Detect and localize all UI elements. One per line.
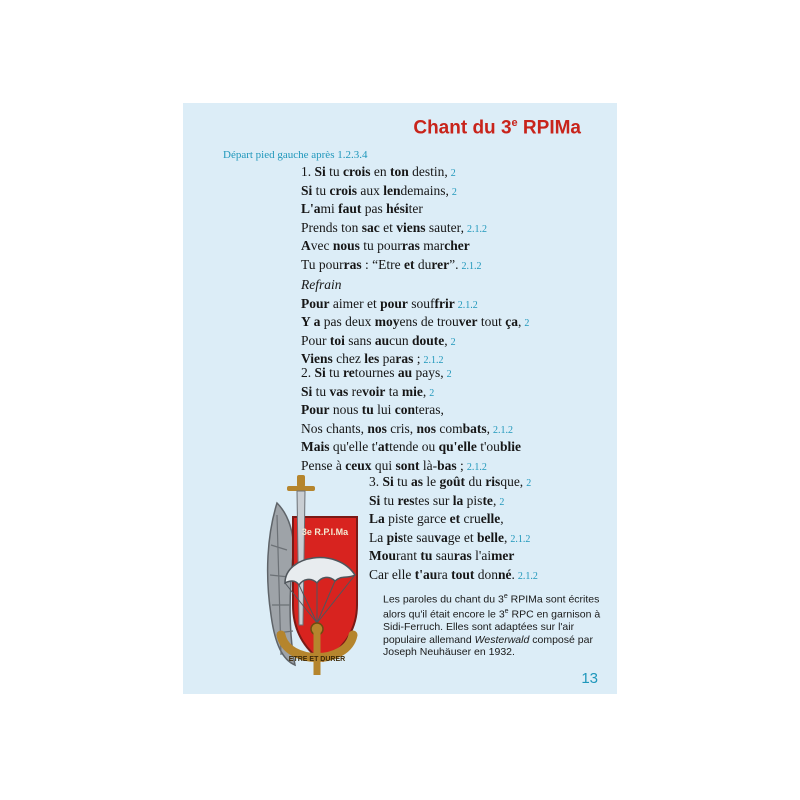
lyric-text: 2. Si tu retournes au pays, bbox=[301, 365, 444, 380]
repeat-marker: 2 bbox=[446, 369, 452, 380]
repeat-marker: 2 bbox=[450, 336, 456, 348]
repeat-marker: 2.1.2 bbox=[466, 461, 487, 473]
page-title: Chant du 3e RPIMa bbox=[413, 117, 581, 139]
lyric-text: La piste sauvage et belle, bbox=[369, 529, 508, 545]
lyric-line bbox=[301, 200, 487, 219]
lyric-line bbox=[301, 313, 529, 332]
repeat-marker: 2 bbox=[526, 478, 532, 489]
refrain bbox=[301, 276, 529, 369]
lyric-text: La piste garce et cruelle, bbox=[369, 511, 504, 526]
lyric-text: 1. Si tu crois en ton destin, bbox=[301, 164, 448, 179]
repeat-marker: 2.1.2 bbox=[493, 424, 514, 436]
lyric-line bbox=[369, 566, 538, 585]
lyric-text: Si tu restes sur la piste, bbox=[369, 492, 497, 508]
lyric-text: Pour nous tu lui conteras, bbox=[301, 402, 444, 417]
lyric-line bbox=[369, 492, 538, 511]
lyric-text: Mourant tu sauras l'aimer bbox=[369, 548, 515, 563]
lyric-text: Si tu crois aux lendemains, bbox=[301, 182, 449, 198]
lyric-line bbox=[369, 510, 538, 529]
lyric-text: Pour toi sans aucun doute, bbox=[301, 332, 448, 348]
repeat-marker: 2 bbox=[451, 186, 457, 198]
lyric-line bbox=[301, 219, 487, 238]
insignia-banner-text: 3e R.P.I.Ma bbox=[301, 527, 349, 537]
lyric-line bbox=[301, 276, 529, 295]
lyric-text: Refrain bbox=[301, 277, 342, 292]
repeat-marker: 2.1.2 bbox=[461, 260, 482, 272]
lyric-line bbox=[301, 438, 521, 457]
historical-note: Les paroles du chant du 3e RPIMa sont écrites alors qu'il était encore le 3e RPC en garnison à Sidi-Ferruch. Elles sont adaptées sur l'air populaire allemand Westerwald composé par Joseph Neuhäuser en 1932. bbox=[383, 593, 601, 659]
lyric-line bbox=[301, 295, 529, 314]
lyric-text: Car elle t'aura tout donné. bbox=[369, 566, 515, 582]
intro-instruction: Départ pied gauche après 1.2.3.4 bbox=[223, 149, 368, 161]
page-number: 13 bbox=[581, 670, 598, 687]
lyric-line bbox=[301, 256, 487, 275]
lyric-text: Avec nous tu pourras marcher bbox=[301, 238, 470, 253]
repeat-marker: 2 bbox=[499, 496, 505, 508]
lyric-line bbox=[301, 401, 521, 420]
lyric-text: Si tu vas revoir ta mie, bbox=[301, 383, 427, 399]
lyric-text: Pour aimer et pour souffrir bbox=[301, 295, 455, 311]
lyric-text: Pense à ceux qui sont là-bas ; bbox=[301, 457, 464, 473]
lyric-text: Viens chez les paras ; bbox=[301, 351, 421, 366]
repeat-marker: 2.1.2 bbox=[517, 570, 538, 582]
lyric-line bbox=[301, 364, 521, 383]
lyric-line bbox=[301, 163, 487, 182]
repeat-marker: 2 bbox=[429, 387, 435, 399]
repeat-marker: 2.1.2 bbox=[510, 533, 531, 545]
lyric-text: Nos chants, nos cris, nos combats, bbox=[301, 420, 491, 436]
lyric-line bbox=[301, 237, 487, 256]
lyric-text: Y a pas deux moyens de trouver tout ça, bbox=[301, 314, 522, 329]
repeat-marker: 2.1.2 bbox=[423, 355, 444, 366]
lyric-line bbox=[301, 420, 521, 439]
repeat-marker: 2.1.2 bbox=[457, 299, 478, 311]
insignia-motto: ETRE ET DURER bbox=[288, 656, 346, 663]
lyric-line bbox=[369, 473, 538, 492]
lyric-line bbox=[301, 383, 521, 402]
lyric-text: 3. Si tu as le goût du risque, bbox=[369, 474, 524, 489]
repeat-marker: 2 bbox=[450, 168, 456, 179]
regimental-insignia bbox=[237, 475, 369, 680]
repeat-marker: 2.1.2 bbox=[466, 223, 487, 235]
lyric-line bbox=[369, 547, 538, 566]
lyric-text: Prends ton sac et viens sauter, bbox=[301, 219, 464, 235]
lyric-line bbox=[301, 332, 529, 351]
repeat-marker: 2 bbox=[524, 318, 530, 329]
lyric-line bbox=[301, 182, 487, 201]
stanza-1 bbox=[301, 163, 487, 274]
lyric-line bbox=[369, 529, 538, 548]
lyric-text: L'ami faut pas hésiter bbox=[301, 201, 423, 216]
booklet-page bbox=[183, 103, 617, 694]
stanza-3 bbox=[369, 473, 538, 584]
stanza-2 bbox=[301, 364, 521, 475]
lyric-text: Mais qu'elle t'attende ou qu'elle t'oublie bbox=[301, 439, 521, 454]
lyric-text: Tu pourras : “Etre et durer”. bbox=[301, 256, 459, 272]
